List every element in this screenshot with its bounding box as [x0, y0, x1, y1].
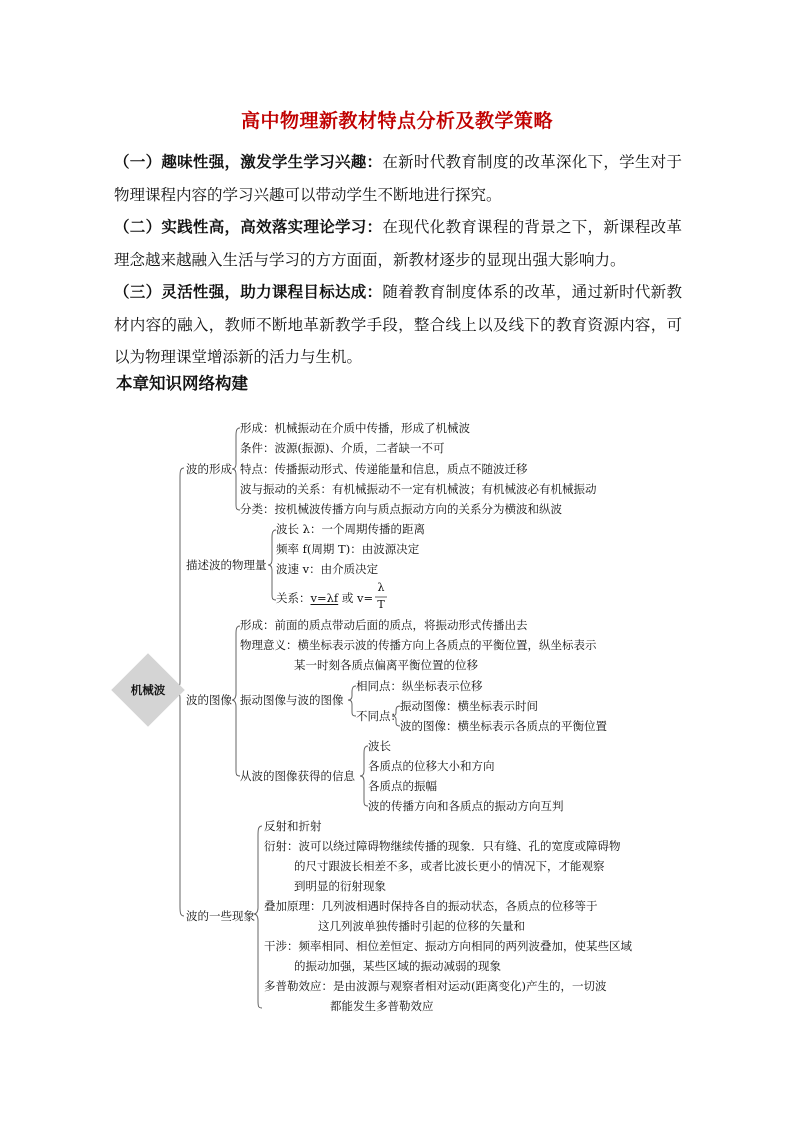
fraction-numerator: λ	[377, 581, 385, 594]
info-item: 波的传播方向和各质点的振动方向互判	[368, 799, 564, 813]
phenomena-line: 干涉：频率相同、相位差恒定、振动方向相同的两列波叠加，使某些区域	[264, 939, 632, 953]
phenomena-line: 都能发生多普勒效应	[330, 999, 434, 1013]
phenomena-line: 到明显的衍射现象	[294, 879, 386, 893]
compare-same: 相同点：纵坐标表示位移	[356, 679, 483, 693]
intro-heading-2: （二）实践性高，高效落实理论学习：	[114, 218, 383, 236]
formation-item: 波与振动的关系：有机械振动不一定有机械波；有机械波必有机械振动	[240, 482, 597, 496]
node-compare: 振动图像与波的图像	[240, 693, 344, 707]
node-quantities: 描述波的物理量	[186, 558, 267, 572]
quantity-item: 波长 λ：一个周期传播的距离	[276, 522, 425, 536]
intro-heading-1: （一）趣味性强，激发学生学习兴趣：	[114, 153, 383, 171]
intro-body-2: 在现代化教育课程的背景之下，新课程改革理念越来越融入生活与学习的方方面面，新教材逐步的显现出强大影响力。	[114, 218, 682, 269]
formation-item: 条件：波源(振源)、介质，二者缺一不可	[240, 441, 445, 455]
graph-meaning-line2: 某一时刻各质点偏离平衡位置的位移	[294, 658, 478, 672]
relation-prefix: 关系：	[276, 591, 311, 605]
phenomena-line: 叠加原理：几列波相遇时保持各自的振动状态，各质点的位移等于	[264, 899, 598, 913]
root-label: 机械波	[130, 683, 166, 697]
quantity-item: 波速 v：由介质决定	[276, 562, 379, 576]
info-item: 各质点的振幅	[368, 779, 437, 793]
formation-item: 特点：传播振动形式、传递能量和信息，质点不随波迁移	[240, 462, 528, 476]
phenomena-line: 的振动加强，某些区域的振动减弱的现象	[294, 959, 501, 973]
relation-or: 或	[341, 591, 354, 605]
formation-item: 形成：机械振动在介质中传播，形成了机械波	[240, 421, 470, 435]
node-formation: 波的形成	[186, 462, 232, 476]
relation-eq1: v=λf	[310, 591, 339, 605]
phenomena-line: 这几列波单独传播时引起的位移的矢量和	[318, 919, 525, 933]
compare-diff-2: 波的图像：横坐标表示各质点的平衡位置	[400, 719, 607, 733]
node-info: 从波的图像获得的信息	[240, 769, 355, 783]
intro-body-1: 在新时代教育制度的改革深化下，学生对于物理课程内容的学习兴趣可以带动学生不断地进行探究。	[114, 153, 682, 204]
page-title: 高中物理新教材特点分析及教学策略	[240, 110, 553, 132]
formation-item: 分类：按机械波传播方向与质点振动方向的关系分为横波和纵波	[240, 502, 562, 516]
fraction-denominator: T	[377, 598, 385, 611]
relation-line	[276, 590, 373, 606]
phenomena-line: 衍射：波可以绕过障碍物继续传播的现象．只有缝、孔的宽度或障碍物	[264, 839, 621, 853]
phenomena-line: 反射和折射	[264, 819, 322, 833]
node-phenomena: 波的一些现象	[186, 909, 255, 923]
graph-formation: 形成：前面的质点带动后面的质点，将振动形式传播出去	[240, 618, 528, 632]
phenomena-line: 多普勒效应：是由波源与观察者相对运动(距离变化)产生的，一切波	[264, 979, 607, 993]
node-graph: 波的图像	[186, 693, 232, 707]
phenomena-line: 的尺寸跟波长相差不多，或者比波长更小的情况下，才能观察	[294, 859, 605, 873]
intro-heading-3: （三）灵活性强，助力课程目标达成：	[114, 283, 383, 301]
intro-body-3: 随着教育制度体系的改革，通过新时代新教材内容的融入，教师不断地革新教学手段，整合线上以及线下的教育资源内容，可以为物理课堂增添新的活力与生机。	[114, 283, 682, 366]
graph-meaning-line1: 物理意义：横坐标表示波的传播方向上各质点的平衡位置，纵坐标表示	[240, 638, 597, 652]
relation-eq2: v=	[357, 591, 374, 605]
compare-diff-label: 不同点：	[356, 709, 402, 723]
info-item: 各质点的位移大小和方向	[368, 759, 495, 773]
section-title: 本章知识网络构建	[116, 374, 248, 393]
info-item: 波长	[368, 739, 391, 753]
compare-diff-1: 振动图像：横坐标表示时间	[400, 699, 538, 713]
quantity-item: 频率 f(周期 T)：由波源决定	[276, 542, 420, 556]
